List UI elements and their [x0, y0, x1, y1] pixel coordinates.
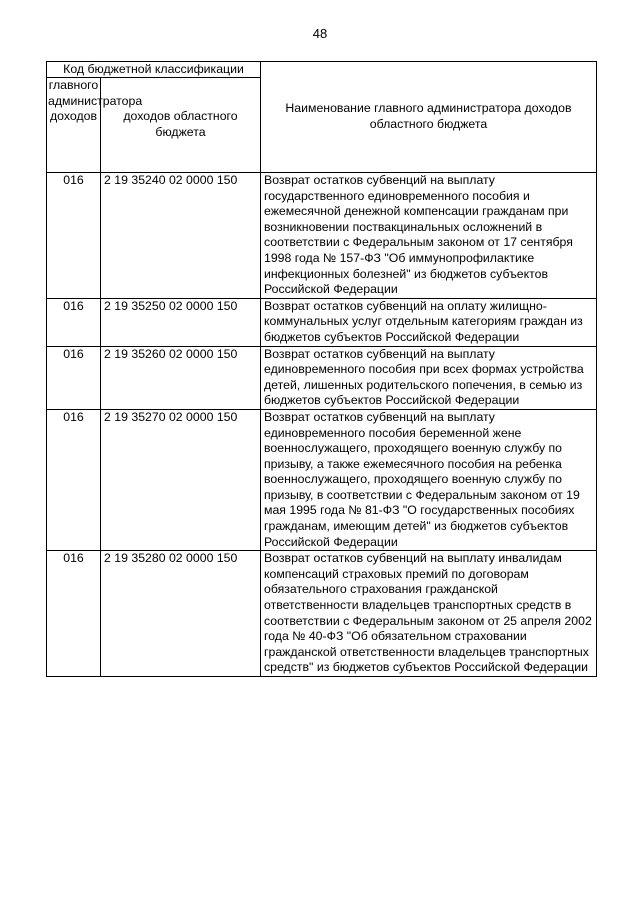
administrator-code-cell: 016: [47, 346, 101, 409]
administrator-code-cell: 016: [47, 409, 101, 550]
budget-classification-table: [46, 61, 597, 677]
income-code-cell: 2 19 35250 02 0000 150: [101, 298, 261, 346]
description-cell: Возврат остатков субвенций на выплату единовременного пособия беременной жене военнослужащего, проходящего военную службу по призыву, а также ежемесячного пособия на ребенка военнослужащего, проходящего военную службу по призыву, в соответствии с Федеральным законом от 19 мая 1995 года № 81-ФЗ "О государственных пособиях гражданам, имеющим детей" из бюджетов субъектов Российской Федерации: [261, 409, 597, 550]
table-row: [47, 551, 597, 677]
administrator-code-cell: 016: [47, 298, 101, 346]
header-budget-classification-code: Код бюджетной классификации: [47, 62, 261, 78]
income-code-cell: 2 19 35260 02 0000 150: [101, 346, 261, 409]
header-administrator-name: Наименование главного администратора доходов областного бюджета: [261, 62, 597, 173]
income-code-cell: 2 19 35280 02 0000 150: [101, 551, 261, 677]
header-regional-income: доходов областного бюджета: [101, 78, 261, 173]
table-row: [47, 346, 597, 409]
description-cell: Возврат остатков субвенций на оплату жилищно-коммунальных услуг отдельным категориям граждан из бюджетов субъектов Российской Федерации: [261, 298, 597, 346]
administrator-code-cell: 016: [47, 173, 101, 299]
table-body: [47, 173, 597, 677]
description-cell: Возврат остатков субвенций на выплату инвалидам компенсаций страховых премий по договорам обязательного страхования гражданской ответственности владельцев транспортных средств в соответствии с Федеральным законом от 25 апреля 2002 года № 40-ФЗ "Об обязательном страховании гражданской ответственности владельцев транспортных средств" из бюджетов субъектов Российской Федерации: [261, 551, 597, 677]
table-row: [47, 173, 597, 299]
description-cell: Возврат остатков субвенций на выплату единовременного пособия при всех формах устройства детей, лишенных родительского попечения, в семью из бюджетов субъектов Российской Федерации: [261, 346, 597, 409]
page-number: 48: [312, 26, 328, 41]
table-row: [47, 409, 597, 550]
table-row: [47, 298, 597, 346]
income-code-cell: 2 19 35240 02 0000 150: [101, 173, 261, 299]
income-code-cell: 2 19 35270 02 0000 150: [101, 409, 261, 550]
description-cell: Возврат остатков субвенций на выплату государственного единовременного пособия и ежемесячной денежной компенсации гражданам при возникновении поствакцинальных осложнений в соответствии с Федеральным законом от 17 сентября 1998 года № 157-ФЗ "Об иммунопрофилактике инфекционных болезней" из бюджетов субъектов Российской Федерации: [261, 173, 597, 299]
header-main-administrator: главного администратора доходов: [47, 78, 101, 173]
administrator-code-cell: 016: [47, 551, 101, 677]
